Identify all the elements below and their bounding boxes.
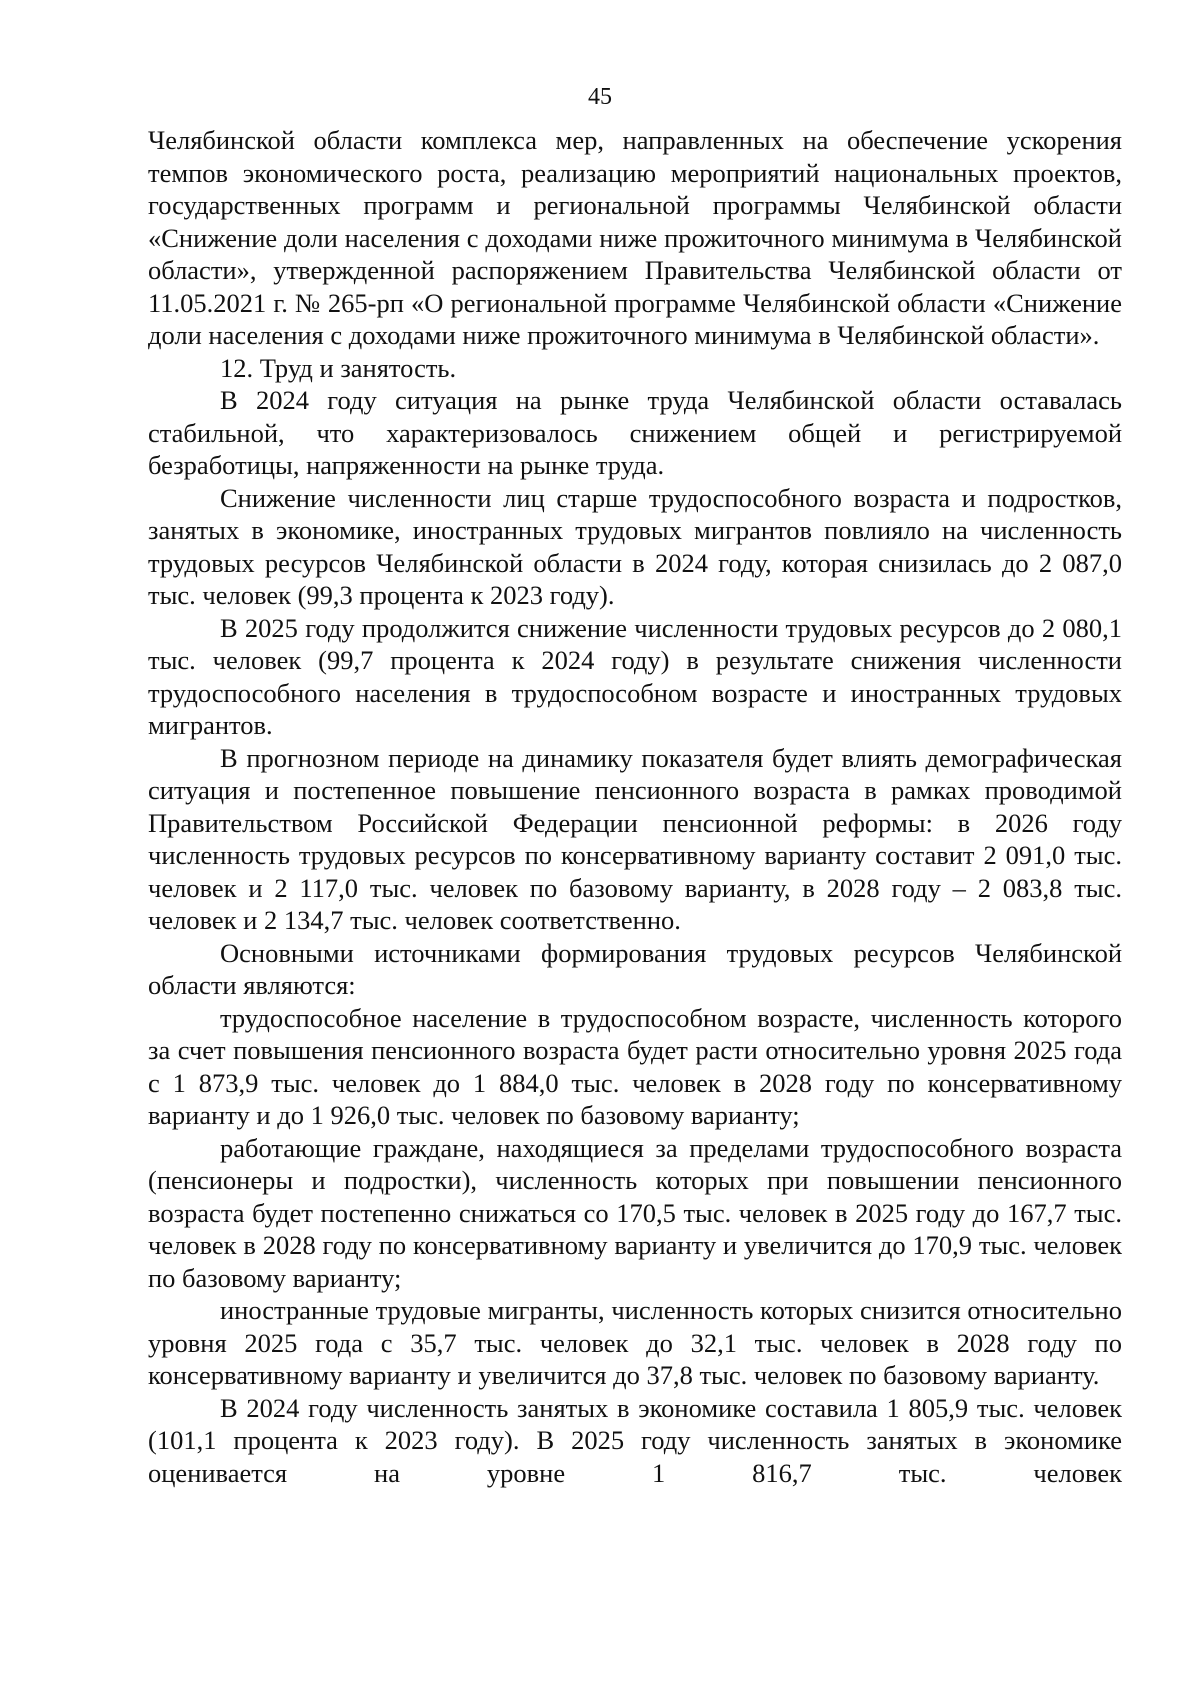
paragraph-employment-2024-2025: В 2024 году численность занятых в экономике составила 1 805,9 тыс. человек (101,1 процента к 2023 году). В 2025 году численность занятых в экономике оценивается на уровне 1 816,7 тыс. человек	[148, 1392, 1122, 1488]
section-heading-labor-and-employment: 12. Труд и занятость.	[220, 352, 457, 383]
paragraph-labor-resources-2024: Снижение численности лиц старше трудоспособного возраста и подростков, занятых в экономике, иностранных трудовых мигрантов повлияло на численность трудовых ресурсов Челябинской области в 2024 году, которая снизилась до 2 087,0 тыс. человек (99,3 процента к 2023 году).	[148, 482, 1122, 610]
list-item-working-age-population: трудоспособное население в трудоспособном возрасте, численность которого за счет повышения пенсионного возраста будет расти относительно уровня 2025 года с 1 873,9 тыс. человек до 1 884,0 тыс. человек в 2028 году по консервативному варианту и до 1 926,0 тыс. человек по базовому варианту;	[148, 1002, 1122, 1130]
paragraph-forecast-period: В прогнозном периоде на динамику показателя будет влиять демографическая ситуация и постепенное повышение пенсионного возраста в рамках проводимой Правительством Российской Федерации пенсионной реформы: в 2026 году численность трудовых ресурсов по консервативному варианту составит 2 091,0 тыс. человек и 2 117,0 тыс. человек по базовому варианту, в 2028 году – 2 083,8 тыс. человек и 2 134,7 тыс. человек соответственно.	[148, 742, 1122, 935]
list-item-foreign-migrants: иностранные трудовые мигранты, численность которых снизится относительно уровня 2025 года с 35,7 тыс. человек до 32,1 тыс. человек в 2028 году по консервативному варианту и увеличится до 37,8 тыс. человек по базовому варианту.	[148, 1295, 1122, 1390]
list-item-working-pensioners-teenagers: работающие граждане, находящиеся за пределами трудоспособного возраста (пенсионеры и подростки), численность которых при повышении пенсионного возраста будет постепенно снижаться со 170,5 тыс. человек в 2025 году до 167,7 тыс. человек в 2028 году по консервативному варианту и увеличится до 170,9 тыс. человек по базовому варианту;	[148, 1132, 1122, 1293]
document-body	[148, 124, 1122, 1489]
paragraph-regional-program-continuation: Челябинской области комплекса мер, направленных на обеспечение ускорения темпов экономического роста, реализацию мероприятий национальных проектов, государственных программ и региональной программы Челябинской области «Снижение доли населения с доходами ниже прожиточного минимума в Челябинской области», утвержденной распоряжением Правительства Челябинской области от 11.05.2021 г. № 265-рп «О региональной программе Челябинской области «Снижение доли населения с доходами ниже прожиточного минимума в Челябинской области».	[148, 125, 1122, 350]
paragraph-labor-market-2024: В 2024 году ситуация на рынке труда Челябинской области оставалась стабильной, что характеризовалось снижением общей и регистрируемой безработицы, напряженности на рынке труда.	[148, 385, 1122, 480]
paragraph-main-sources: Основными источниками формирования трудовых ресурсов Челябинской области являются:	[148, 937, 1122, 1000]
page-number: 45	[588, 84, 612, 110]
paragraph-labor-resources-2025: В 2025 году продолжится снижение численности трудовых ресурсов до 2 080,1 тыс. человек (99,7 процента к 2024 году) в результате снижения численности трудоспособного населения в трудоспособном возрасте и иностранных трудовых мигрантов.	[148, 612, 1122, 740]
